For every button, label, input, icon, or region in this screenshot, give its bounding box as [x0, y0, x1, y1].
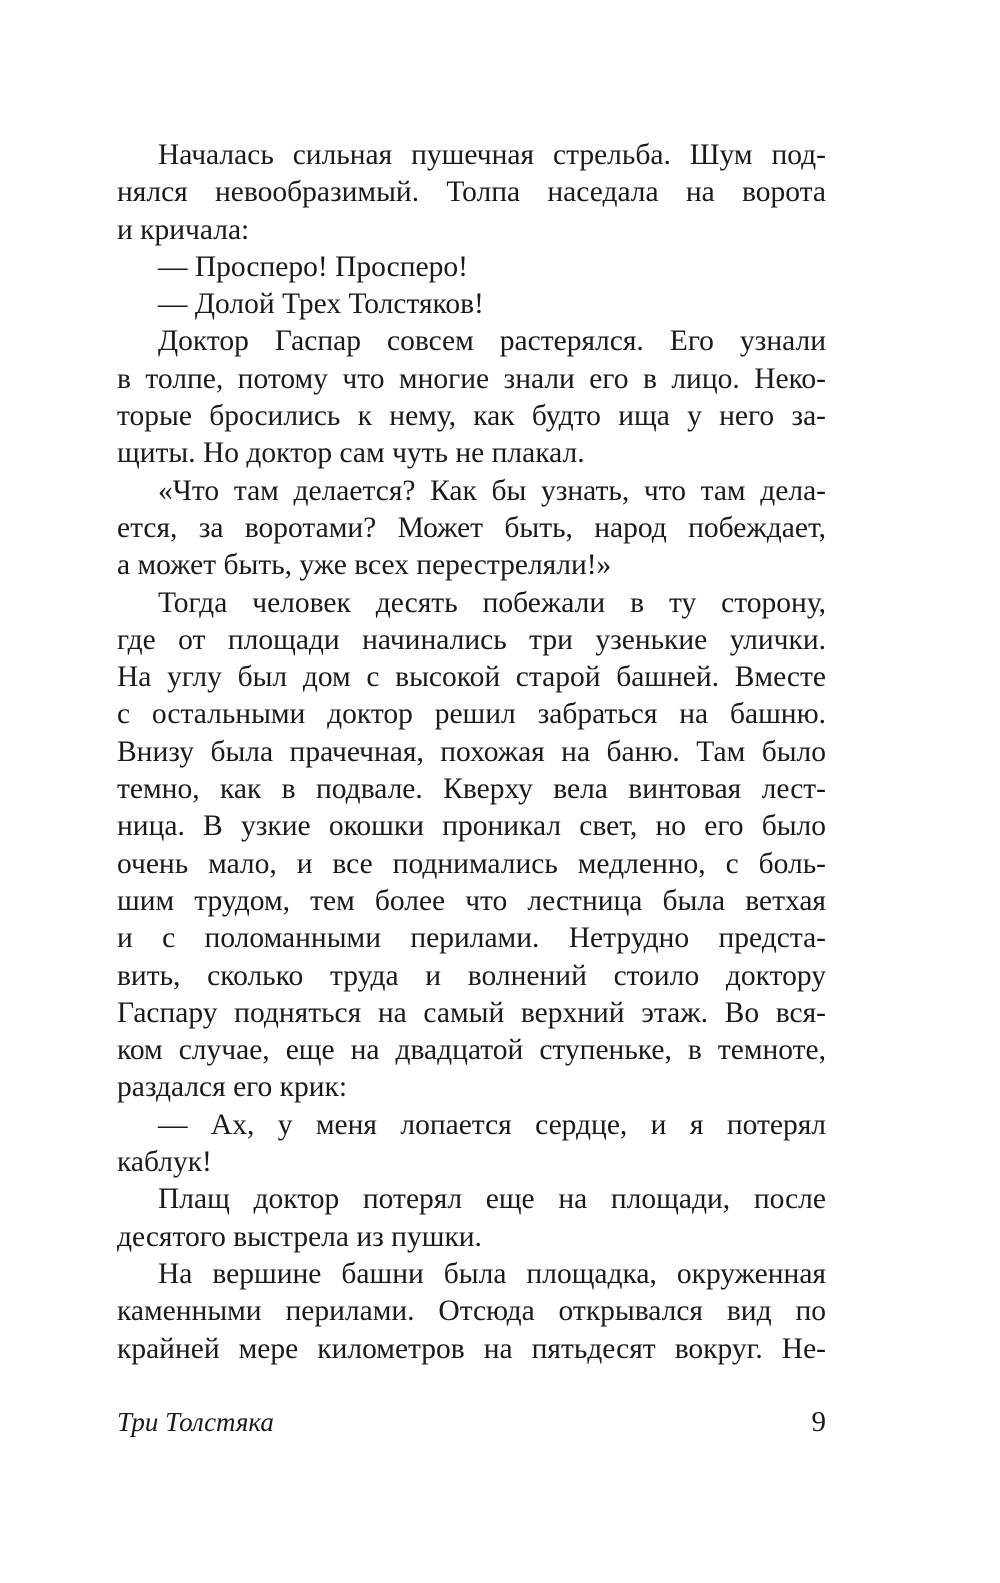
text-line: — Просперо! Просперо!: [158, 250, 468, 283]
text-line: темно, как в подвале. Кверху вела винтовая лест-: [117, 773, 826, 806]
text-line: Началась сильная пушечная стрельба. Шум под-: [158, 139, 826, 171]
text-line: Тогда человек десять побежали в ту сторону,: [158, 586, 826, 619]
text-line: — Долой Трех Толстяков!: [158, 288, 484, 321]
text-line: ком случае, еще на двадцатой ступеньке, в темноте,: [117, 1034, 826, 1067]
text-line: и с поломанными перилами. Нетрудно предста-: [117, 922, 826, 955]
text-line: щиты. Но доктор сам чуть не плакал.: [117, 437, 585, 470]
text-line: каменными перилами. Отсюда открывался вид по: [117, 1295, 826, 1328]
text-line: На вершине башни была площадка, окруженная: [158, 1257, 826, 1290]
text-line: десятого выстрела из пушки.: [117, 1220, 482, 1253]
text-line: и кричала:: [117, 213, 250, 246]
text-line: торые бросились к нему, как будто ища у него за-: [117, 400, 826, 433]
text-line: раздался его крик:: [117, 1071, 348, 1104]
text-line: каблук!: [117, 1146, 212, 1179]
body-text: [117, 137, 826, 1368]
text-line: нялся невообразимый. Толпа наседала на ворота: [117, 176, 826, 209]
text-line: ется, за воротами? Может быть, народ побеждает,: [117, 511, 826, 544]
text-line: очень мало, и все поднимались медленно, с боль-: [117, 847, 826, 880]
text-line: шим трудом, тем более что лестница была ветхая: [117, 884, 826, 917]
text-line: На углу был дом с высокой старой башней. Вместе: [117, 661, 826, 694]
text-line: вить, сколько труда и волнений стоило доктору: [117, 959, 826, 992]
text-line: Доктор Гаспар совсем растерялся. Его узнали: [158, 325, 826, 358]
text-line: в толпе, потому что многие знали его в лицо. Неко-: [117, 362, 826, 395]
text-line: ница. В узкие окошки проникал свет, но его было: [117, 810, 826, 843]
text-line: с остальными доктор решил забраться на башню.: [117, 698, 826, 731]
page-number: 9: [811, 1406, 826, 1438]
text-line: где от площади начинались три узенькие улички.: [117, 623, 826, 656]
text-line: крайней мере километров на пятьдесят вокруг. Не-: [117, 1332, 826, 1365]
text-line: Гаспару подняться на самый верхний этаж. Во вся-: [117, 996, 826, 1029]
text-line: а может быть, уже всех перестреляли!»: [117, 549, 612, 582]
running-footer-title: Три Толстяка: [117, 1407, 274, 1437]
text-line: Внизу была прачечная, похожая на баню. Там было: [117, 735, 826, 768]
text-line: — Ах, у меня лопается сердце, и я потерял: [158, 1108, 826, 1141]
text-line: «Что там делается? Как бы узнать, что там дела-: [158, 474, 826, 507]
text-line: Плащ доктор потерял еще на площади, после: [158, 1183, 826, 1216]
